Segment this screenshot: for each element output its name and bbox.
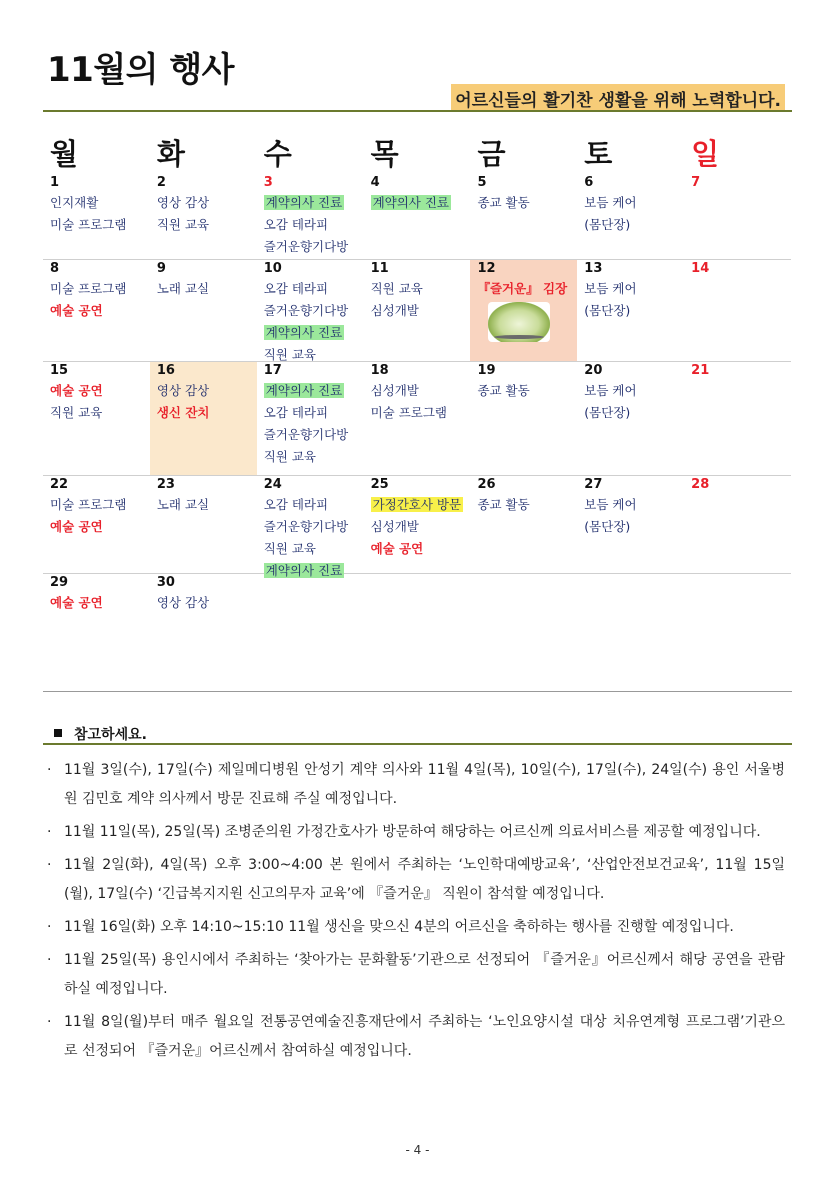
notes-list: [47, 756, 785, 1070]
bullet-dot-icon: ·: [47, 919, 52, 935]
calendar-day-cell: [364, 260, 471, 361]
day-number: [371, 575, 471, 592]
note-text: 11월 3일(수), 17일(수) 제일메디병원 안성기 계약 의사와 11월 4일(목), 10일(수), 17일(수), 24일(수) 용인 서울병원 김민호 계약 의사께서 방문 진료해 주실 예정입니다.: [64, 762, 785, 807]
event-item-row: [477, 278, 577, 300]
bullet-dot-icon: ·: [47, 762, 52, 778]
day-number: 26: [477, 477, 496, 492]
event-item: 종교 활동: [477, 497, 530, 512]
note-text: 11월 25일(목) 용인시에서 주최하는 ‘찾아가는 문화활동’기관으로 선정되어 『즐거운』어르신께서 해당 공연을 관람하실 예정입니다.: [64, 952, 785, 997]
event-item: 종교 활동: [477, 383, 530, 398]
event-item: 예술 공연: [50, 519, 103, 534]
event-item: 직원 교육: [263, 541, 316, 556]
event-item-row: [584, 380, 684, 402]
calendar-week: [43, 574, 791, 670]
event-item: 직원 교육: [156, 217, 210, 232]
event-item-row: [157, 592, 257, 614]
weekday-label: 일: [691, 137, 720, 171]
event-item-row: [50, 592, 150, 614]
day-number: 17: [263, 363, 282, 378]
calendar-day-cell: [684, 362, 791, 475]
event-item-row: [264, 402, 364, 424]
event-item: 즐거운향기다방: [263, 239, 349, 254]
calendar-day-cell: [577, 260, 684, 361]
event-item-row: [371, 300, 471, 322]
event-item: 예술 공연: [50, 595, 103, 610]
event-item-row: [157, 214, 257, 236]
cabbage-image: [488, 302, 550, 342]
calendar-day-cell: [684, 574, 791, 670]
bullet-dot-icon: ·: [47, 824, 52, 840]
day-number: 8: [50, 261, 60, 276]
event-item-row: [157, 494, 257, 516]
event-item-row: [371, 192, 471, 214]
day-number: 16: [156, 363, 175, 378]
bullet-dot-icon: ·: [47, 857, 52, 873]
day-number: 6: [584, 175, 594, 190]
event-item-row: [371, 538, 471, 560]
event-item: 미술 프로그램: [50, 281, 127, 296]
day-number: 19: [477, 363, 496, 378]
event-item-row: [264, 424, 364, 446]
event-item: 오감 테라피: [263, 281, 329, 296]
calendar-day-cell: [150, 260, 257, 361]
event-item-row: [371, 380, 471, 402]
event-item: 영상 감상: [156, 195, 210, 210]
event-item-row: [264, 300, 364, 322]
calendar-day-cell: [470, 260, 577, 361]
event-item-row: [264, 322, 364, 344]
event-item: 직원 교육: [263, 449, 316, 464]
calendar-day-cell: [364, 362, 471, 475]
note-item: [47, 851, 785, 909]
note-text: 11월 16일(화) 오후 14:10~15:10 11월 생신을 맞으신 4분의 어르신을 축하하는 행사를 진행할 예정입니다.: [64, 919, 734, 935]
event-item: 『즐거운』 김장: [477, 281, 568, 296]
notes-heading: [54, 724, 147, 744]
calendar-day-cell: [684, 476, 791, 573]
event-item: 영상 감상: [156, 595, 210, 610]
weekday-label: 목: [370, 137, 399, 171]
event-item: 심성개발: [370, 303, 419, 318]
calendar-week: [43, 362, 791, 476]
event-item: (몸단장): [584, 519, 631, 534]
calendar-day-cell: [364, 574, 471, 670]
calendar-day-cell: [257, 260, 364, 361]
calendar-day-cell: [43, 260, 150, 361]
day-number: 10: [263, 261, 282, 276]
calendar-week: [43, 476, 791, 578]
event-item-row: [157, 278, 257, 300]
event-item-row: [264, 446, 364, 468]
calendar-day-cell: [577, 574, 684, 670]
notes-heading-text: 참고하세요.: [74, 727, 147, 743]
note-item: [47, 946, 785, 1004]
event-item-row: [264, 538, 364, 560]
event-item: 심성개발: [370, 383, 419, 398]
event-item-row: [50, 402, 150, 424]
day-number: 23: [156, 477, 175, 492]
weekday-header: [43, 132, 791, 174]
calendar-day-cell: [684, 260, 791, 361]
event-item-row: [50, 214, 150, 236]
event-item-row: [584, 494, 684, 516]
day-number: 18: [370, 363, 389, 378]
event-item: 보듬 케어: [584, 497, 637, 512]
event-item: (몸단장): [584, 303, 631, 318]
calendar-bottom-divider: [43, 691, 792, 692]
calendar-day-cell: [470, 174, 577, 259]
day-number: [477, 575, 577, 592]
event-item: 직원 교육: [50, 405, 103, 420]
top-divider: [43, 110, 792, 112]
calendar-weeks: [43, 174, 791, 670]
weekday-label: 금: [477, 137, 506, 171]
weekday-label: 월: [50, 137, 79, 171]
event-item-row: [371, 278, 471, 300]
day-number: 24: [263, 477, 282, 492]
event-item-row: [50, 192, 150, 214]
calendar-day-cell: [43, 476, 150, 573]
calendar-day-cell: [257, 574, 364, 670]
calendar-day-cell: [684, 174, 791, 259]
calendar-day-cell: [577, 362, 684, 475]
event-item-row: [584, 214, 684, 236]
day-number: 21: [691, 363, 710, 378]
event-item: 노래 교실: [156, 497, 210, 512]
bullet-dot-icon: ·: [47, 952, 52, 968]
day-number: 15: [50, 363, 69, 378]
event-item-row: [371, 494, 471, 516]
page-number: - 4 -: [405, 1143, 430, 1157]
event-item-row: [157, 402, 257, 424]
day-number: 4: [370, 175, 380, 190]
day-number: 28: [691, 477, 710, 492]
square-bullet-icon: [54, 729, 62, 737]
day-number: 25: [370, 477, 389, 492]
day-number: 9: [156, 261, 166, 276]
day-number: 12: [477, 261, 496, 276]
event-item-row: [264, 214, 364, 236]
event-item: 보듬 케어: [584, 281, 637, 296]
event-item: 오감 테라피: [263, 497, 329, 512]
calendar-day-cell: [470, 574, 577, 670]
day-number: 13: [584, 261, 603, 276]
event-item: 계약의사 진료: [265, 325, 343, 340]
event-calendar: [43, 132, 791, 670]
event-item-row: [584, 300, 684, 322]
calendar-week: [43, 174, 791, 260]
calendar-day-cell: [470, 362, 577, 475]
calendar-day-cell: [43, 574, 150, 670]
calendar-day-cell: [257, 362, 364, 475]
calendar-day-cell: [257, 174, 364, 259]
calendar-day-cell: [150, 574, 257, 670]
event-item: 즐거운향기다방: [263, 519, 349, 534]
event-item: 보듬 케어: [584, 195, 637, 210]
event-item: 오감 테라피: [263, 405, 329, 420]
calendar-week: [43, 260, 791, 362]
slogan-banner: 어르신들의 활기찬 생활을 위해 노력합니다.: [451, 84, 785, 111]
event-item: 즐거운향기다방: [263, 303, 349, 318]
weekday-label: 토: [584, 137, 613, 171]
event-item-row: [50, 278, 150, 300]
event-item: 영상 감상: [156, 383, 210, 398]
weekday-label: 수: [263, 137, 292, 171]
day-number: [584, 575, 684, 592]
calendar-day-cell: [470, 476, 577, 573]
event-item: 예술 공연: [370, 541, 424, 556]
event-item-row: [371, 516, 471, 538]
calendar-day-cell: [150, 174, 257, 259]
note-item: [47, 1008, 785, 1066]
event-item-row: [50, 516, 150, 538]
event-item: 인지재활: [50, 195, 99, 210]
event-item: 미술 프로그램: [370, 405, 448, 420]
event-item-row: [157, 380, 257, 402]
page-title: 11월의 행사: [47, 50, 235, 90]
day-number: 11: [370, 261, 389, 276]
event-item-row: [584, 278, 684, 300]
note-item: [47, 913, 785, 942]
day-number: 20: [584, 363, 603, 378]
event-item: (몸단장): [584, 405, 631, 420]
note-text: 11월 2일(화), 4일(목) 오후 3:00~4:00 본 원에서 주최하는 ‘노인학대예방교육’, ‘산업안전보건교육’, 11월 15일(월), 17일(수) ‘긴급복지지원 신고의무자 교육’에 『즐거운』 직원이 참석할 예정입니다.: [64, 857, 785, 902]
day-number: 14: [691, 261, 710, 276]
event-item: 보듬 케어: [584, 383, 637, 398]
event-item-row: [264, 516, 364, 538]
bullet-dot-icon: ·: [47, 1014, 52, 1030]
day-number: [691, 575, 791, 592]
day-number: 1: [50, 175, 60, 190]
event-item: 즐거운향기다방: [263, 427, 349, 442]
day-number: 5: [477, 175, 487, 190]
day-number: 7: [691, 175, 701, 190]
note-text: 11월 11일(목), 25일(목) 조병준의원 가정간호사가 방문하여 해당하는 어르신께 의료서비스를 제공할 예정입니다.: [64, 824, 761, 840]
event-item: (몸단장): [584, 217, 631, 232]
event-item-row: [157, 192, 257, 214]
day-number: 22: [50, 477, 69, 492]
event-item: 계약의사 진료: [372, 195, 450, 210]
event-item: 직원 교육: [263, 347, 316, 362]
calendar-day-cell: [43, 174, 150, 259]
event-item: 미술 프로그램: [50, 217, 127, 232]
calendar-day-cell: [577, 174, 684, 259]
event-item-row: [477, 494, 577, 516]
day-number: 27: [584, 477, 603, 492]
event-item-row: [264, 192, 364, 214]
day-number: 2: [156, 175, 166, 190]
note-item: [47, 818, 785, 847]
event-item: 계약의사 진료: [265, 195, 343, 210]
event-item: 계약의사 진료: [265, 563, 343, 578]
calendar-day-cell: [257, 476, 364, 578]
note-text: 11월 8일(월)부터 매주 월요일 전통공연예술진흥재단에서 주최하는 ‘노인요양시설 대상 치유연계형 프로그램’기관으로 선정되어 『즐거운』어르신께서 참여하실 예정입니다.: [64, 1014, 785, 1059]
event-item: 오감 테라피: [263, 217, 329, 232]
day-number: 3: [263, 175, 273, 190]
event-item: 직원 교육: [370, 281, 423, 296]
day-number: 29: [50, 575, 69, 590]
weekday-label: 화: [156, 137, 185, 171]
note-item: [47, 756, 785, 814]
event-item-row: [371, 402, 471, 424]
event-item-row: [264, 494, 364, 516]
event-item: 종교 활동: [477, 195, 530, 210]
event-item: 계약의사 진료: [265, 383, 343, 398]
event-item: 가정간호사 방문: [372, 497, 462, 512]
day-number: [264, 575, 364, 592]
event-item-row: [264, 380, 364, 402]
event-item-row: [264, 236, 364, 258]
event-item: 미술 프로그램: [50, 497, 127, 512]
calendar-day-cell: [364, 476, 471, 573]
event-item: 예술 공연: [50, 303, 103, 318]
event-item-row: [477, 380, 577, 402]
notes-divider: [43, 743, 792, 745]
event-item-row: [584, 516, 684, 538]
event-item-row: [50, 300, 150, 322]
event-item: 생신 잔치: [156, 405, 210, 420]
event-item-row: [50, 380, 150, 402]
event-item-row: [584, 402, 684, 424]
event-item: 심성개발: [370, 519, 419, 534]
event-item-row: [584, 192, 684, 214]
calendar-day-cell: [577, 476, 684, 573]
event-item-row: [50, 494, 150, 516]
day-number: 30: [156, 575, 175, 590]
event-item-row: [477, 192, 577, 214]
event-item: 예술 공연: [50, 383, 103, 398]
calendar-day-cell: [150, 476, 257, 573]
event-item: 노래 교실: [156, 281, 210, 296]
event-item-row: [264, 278, 364, 300]
calendar-day-cell: [364, 174, 471, 259]
calendar-day-cell: [43, 362, 150, 475]
calendar-day-cell: [150, 362, 257, 475]
